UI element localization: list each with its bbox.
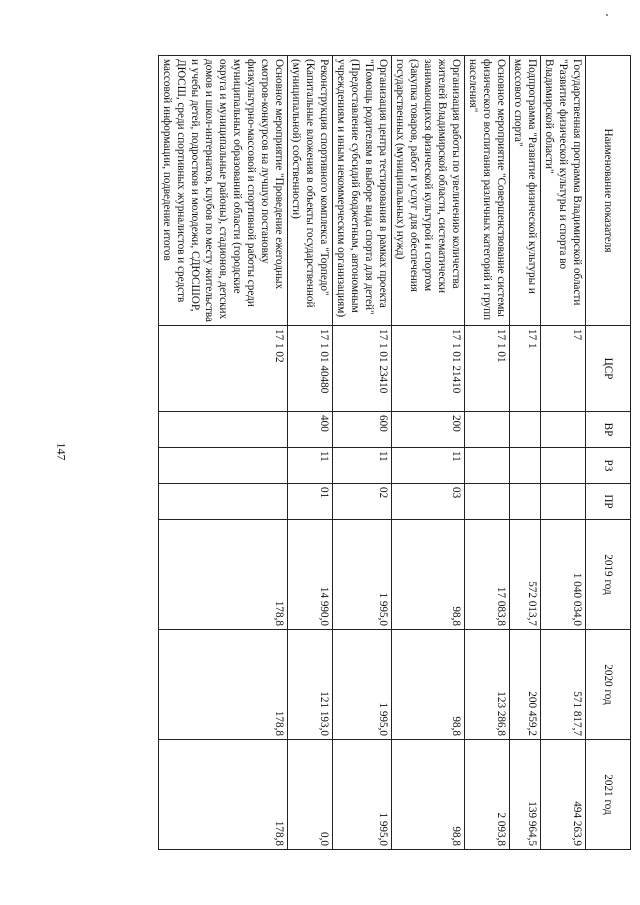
- row-2019: 1 995,0: [333, 520, 392, 630]
- row-2021: 139 964,5: [510, 740, 541, 850]
- row-vr: 200: [392, 412, 465, 448]
- row-rz: [541, 448, 586, 484]
- header-rz: РЗ: [586, 448, 631, 484]
- rotated-table-container: [88, 55, 631, 849]
- row-2020: 98,8: [392, 630, 465, 740]
- table-row: [159, 56, 288, 850]
- row-vr: [465, 412, 510, 448]
- row-pr: 03: [392, 484, 465, 520]
- header-2020: 2020 год: [586, 630, 631, 740]
- header-vr: ВР: [586, 412, 631, 448]
- row-2019: 14 990,0: [288, 520, 333, 630]
- row-pr: 02: [333, 484, 392, 520]
- row-2021: 494 263,9: [541, 740, 586, 850]
- row-csr: 17: [541, 326, 586, 412]
- row-2020: 200 459,2: [510, 630, 541, 740]
- row-pr: [159, 484, 288, 520]
- row-rz: 11: [392, 448, 465, 484]
- row-pr: [465, 484, 510, 520]
- row-2020: 178,8: [159, 630, 288, 740]
- row-name: Государственная программа Владимирской области "Развитие физической культуры и спорта во Владимирской области": [541, 56, 586, 326]
- row-rz: [510, 448, 541, 484]
- row-csr: 17 1 01 21410: [392, 326, 465, 412]
- row-2019: 178,8: [159, 520, 288, 630]
- row-rz: [465, 448, 510, 484]
- page-number: 147: [54, 442, 69, 461]
- row-2019: 17 083,8: [465, 520, 510, 630]
- header-csr: ЦСР: [586, 326, 631, 412]
- table-row: [288, 56, 333, 850]
- scan-speck: [606, 14, 608, 16]
- row-name: Основное мероприятие "Проведение ежегодных смотров-конкурсов на лучшую постановку физкультурно-массовой и спортивной работы среди муниципальных образований области (городские округа и муниципальные районы), стадионов, детских домов и школ-интернатов, клубов по месту жительства и учебы детей, подростков и молодежи, СДЮСШОР, ДЮСШ, среди спортивных журналистов и средств массовой информации, подведение итогов: [159, 56, 288, 326]
- row-2019: 98,8: [392, 520, 465, 630]
- table-row: [465, 56, 510, 850]
- row-vr: 600: [333, 412, 392, 448]
- row-pr: 01: [288, 484, 333, 520]
- row-2019: 1 040 034,0: [541, 520, 586, 630]
- row-2020: 1 995,0: [333, 630, 392, 740]
- header-2019: 2019 год: [586, 520, 631, 630]
- row-name: Подпрограмма "Развитие физической культуры и массового спорта": [510, 56, 541, 326]
- row-vr: [541, 412, 586, 448]
- row-pr: [510, 484, 541, 520]
- row-name: Организация работы по увеличению количества жителей Владимирской области, систематически занимающихся физической культурой и спортом (Закупка товаров, работ и услуг для обеспечения государственных (муниципальных) нужд): [392, 56, 465, 326]
- row-2019: 572 013,7: [510, 520, 541, 630]
- table-row: [510, 56, 541, 850]
- row-2020: 121 193,0: [288, 630, 333, 740]
- table-row: [333, 56, 392, 850]
- header-2021: 2021 год: [586, 740, 631, 850]
- row-2021: 0,0: [288, 740, 333, 850]
- row-rz: [159, 448, 288, 484]
- header-row: [586, 56, 631, 850]
- row-2021: 98,8: [392, 740, 465, 850]
- row-2020: 123 286,8: [465, 630, 510, 740]
- row-name: Реконструкция спортивного комплекса "Торпедо" (Капитальные вложения в объекты государственной (муниципальной) собственности): [288, 56, 333, 326]
- header-name: Наименование показателя: [586, 56, 631, 326]
- row-csr: 17 1 01 23410: [333, 326, 392, 412]
- row-pr: [541, 484, 586, 520]
- row-vr: [159, 412, 288, 448]
- header-pr: ПР: [586, 484, 631, 520]
- budget-table: [158, 55, 631, 850]
- row-2021: 2 093,8: [465, 740, 510, 850]
- table-row: [541, 56, 586, 850]
- row-csr: 17 1 02: [159, 326, 288, 412]
- row-vr: [510, 412, 541, 448]
- row-vr: 400: [288, 412, 333, 448]
- table-row: [392, 56, 465, 850]
- row-csr: 17 1 01: [465, 326, 510, 412]
- row-rz: 11: [333, 448, 392, 484]
- row-name: Организация центра тестирования в рамках проекта "Помощь родителям в выборе вида спорта для детей" (Предоставление субсидий бюджетным, автономным учреждениям и иным некоммерческим организациям): [333, 56, 392, 326]
- row-csr: 17 1: [510, 326, 541, 412]
- row-2021: 178,8: [159, 740, 288, 850]
- row-csr: 17 1 01 40480: [288, 326, 333, 412]
- row-2020: 571 817,7: [541, 630, 586, 740]
- row-rz: 11: [288, 448, 333, 484]
- row-name: Основное мероприятие "Совершенствование системы физического воспитания различных категорий и групп населения": [465, 56, 510, 326]
- row-2021: 1 995,0: [333, 740, 392, 850]
